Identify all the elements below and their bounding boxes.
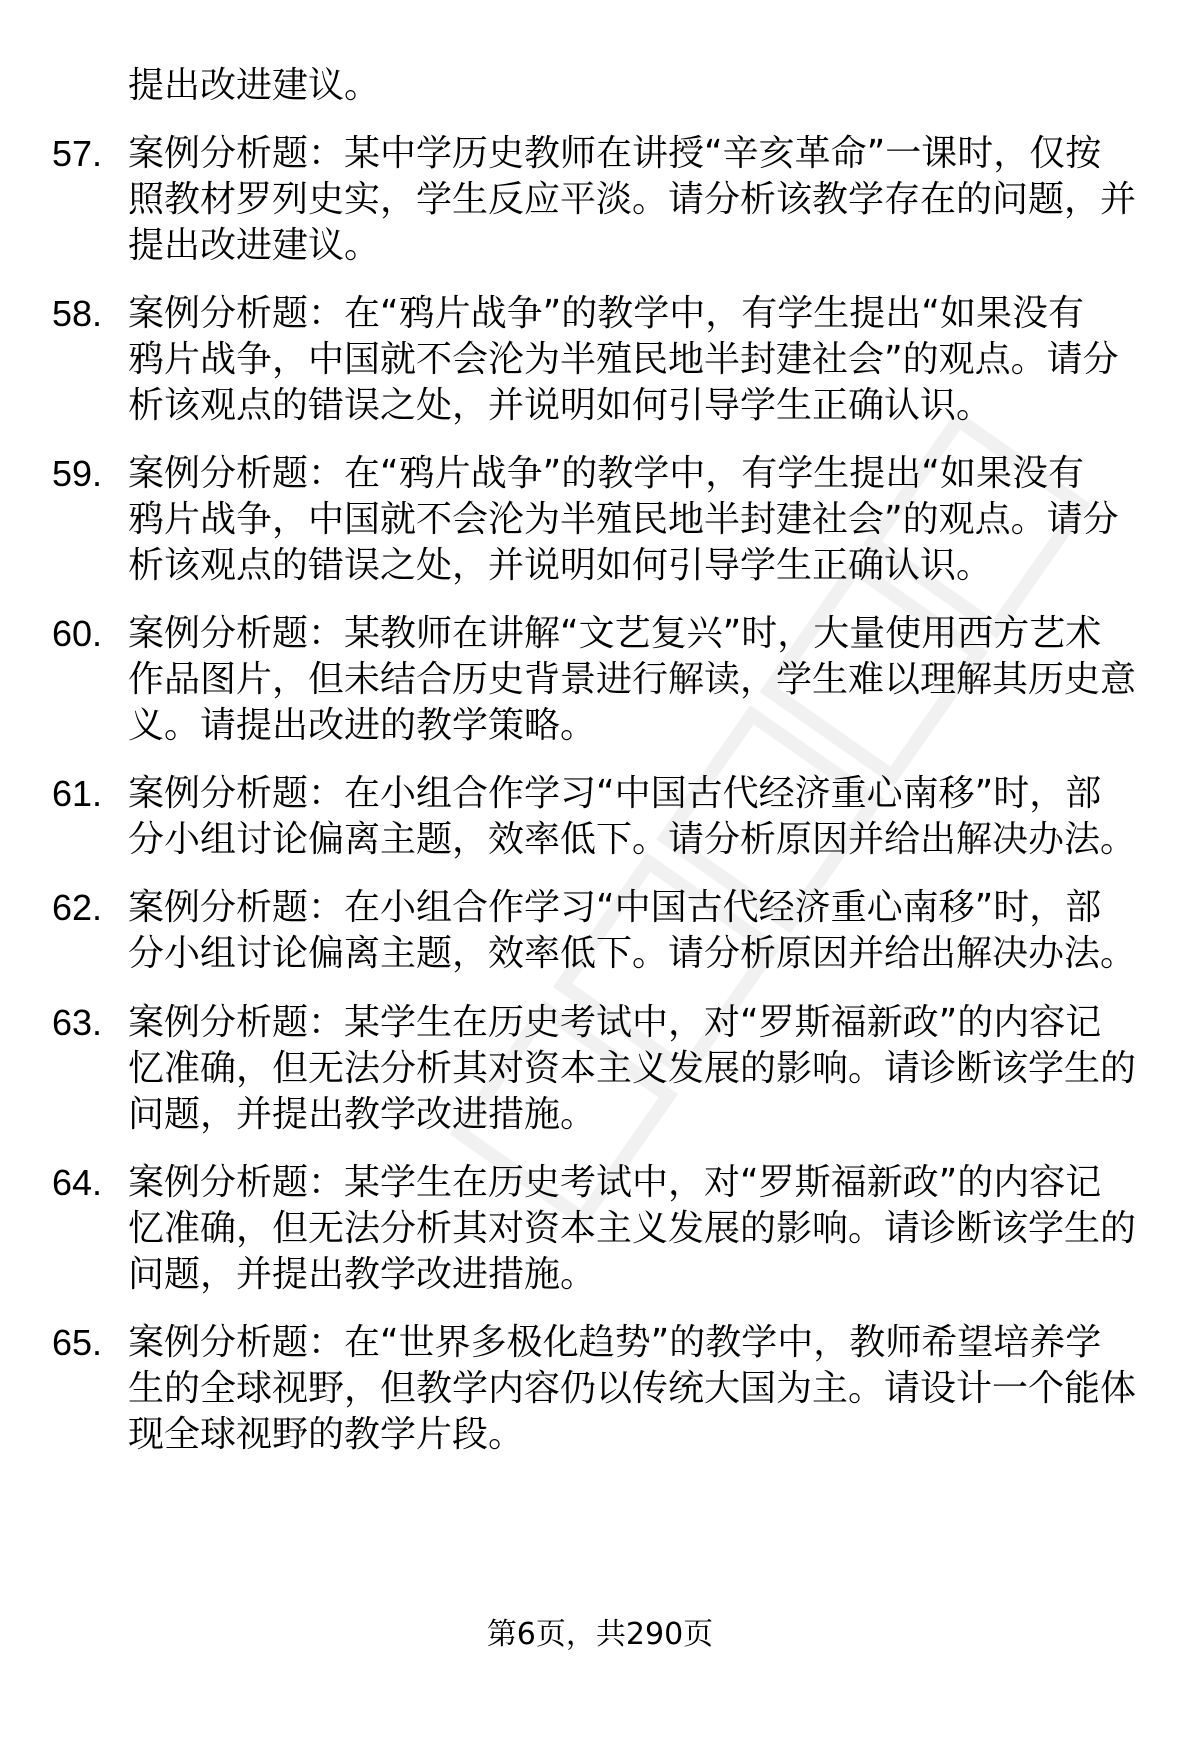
question-number: 59.: [52, 453, 103, 494]
question-number: 64.: [52, 1162, 103, 1203]
page-number-footer: 第6页，共290页: [486, 1617, 714, 1652]
question-text-line: 照教材罗列史实，学生反应平淡。请分析该教学存在的问题，并: [128, 179, 1137, 220]
question-text-line: 问题，并提出教学改进措施。: [128, 1094, 597, 1135]
question-text-line: 忆准确，但无法分析其对资本主义发展的影响。请诊断该学生的: [128, 1048, 1137, 1089]
question-number: 63.: [52, 1002, 103, 1043]
question-number: 60.: [52, 613, 103, 654]
question-text-line: 提出改进建议。: [128, 225, 381, 266]
question-text-line: 忆准确，但无法分析其对资本主义发展的影响。请诊断该学生的: [128, 1208, 1137, 1249]
question-text-line: 案例分析题：在“鸦片战争”的教学中，有学生提出“如果没有: [128, 293, 1084, 334]
question-text-line: 现全球视野的教学片段。: [128, 1414, 525, 1455]
question-text-line: 析该观点的错误之处，并说明如何引导学生正确认识。: [128, 385, 993, 426]
question-number: 58.: [52, 293, 103, 334]
question-text-line: 析该观点的错误之处，并说明如何引导学生正确认识。: [128, 545, 993, 586]
question-text-line: 案例分析题：某中学历史教师在讲授“辛亥革命”一课时，仅按: [128, 133, 1102, 174]
carry-over-line: 提出改进建议。: [128, 65, 381, 106]
question-text-line: 分小组讨论偏离主题，效率低下。请分析原因并给出解决办法。: [128, 933, 1137, 974]
question-text-line: 鸦片战争，中国就不会沦为半殖民地半封建社会”的观点。请分: [128, 339, 1119, 380]
question-text-line: 生的全球视野，但教学内容仍以传统大国为主。请设计一个能体: [128, 1368, 1137, 1409]
question-text-line: 案例分析题：某学生在历史考试中，对“罗斯福新政”的内容记: [128, 1162, 1102, 1203]
question-text-line: 分小组讨论偏离主题，效率低下。请分析原因并给出解决办法。: [128, 819, 1137, 860]
question-text-line: 案例分析题：某学生在历史考试中，对“罗斯福新政”的内容记: [128, 1002, 1102, 1043]
question-text-line: 义。请提出改进的教学策略。: [128, 705, 597, 746]
question-number: 57.: [52, 133, 103, 174]
question-number: 62.: [52, 887, 103, 928]
question-number: 65.: [52, 1322, 103, 1363]
question-text-line: 问题，并提出教学改进措施。: [128, 1254, 597, 1295]
question-text-line: 案例分析题：在“世界多极化趋势”的教学中，教师希望培养学: [128, 1322, 1102, 1363]
question-text-line: 案例分析题：在小组合作学习“中国古代经济重心南移”时，部: [128, 773, 1102, 814]
question-number: 61.: [52, 773, 103, 814]
question-text-line: 鸦片战争，中国就不会沦为半殖民地半封建社会”的观点。请分: [128, 499, 1119, 540]
question-text-line: 案例分析题：在小组合作学习“中国古代经济重心南移”时，部: [128, 887, 1102, 928]
question-text-line: 案例分析题：在“鸦片战争”的教学中，有学生提出“如果没有: [128, 453, 1084, 494]
question-text-line: 作品图片，但未结合历史背景进行解读，学生难以理解其历史意: [128, 659, 1137, 700]
question-text-line: 案例分析题：某教师在讲解“文艺复兴”时，大量使用西方艺术: [128, 613, 1102, 654]
